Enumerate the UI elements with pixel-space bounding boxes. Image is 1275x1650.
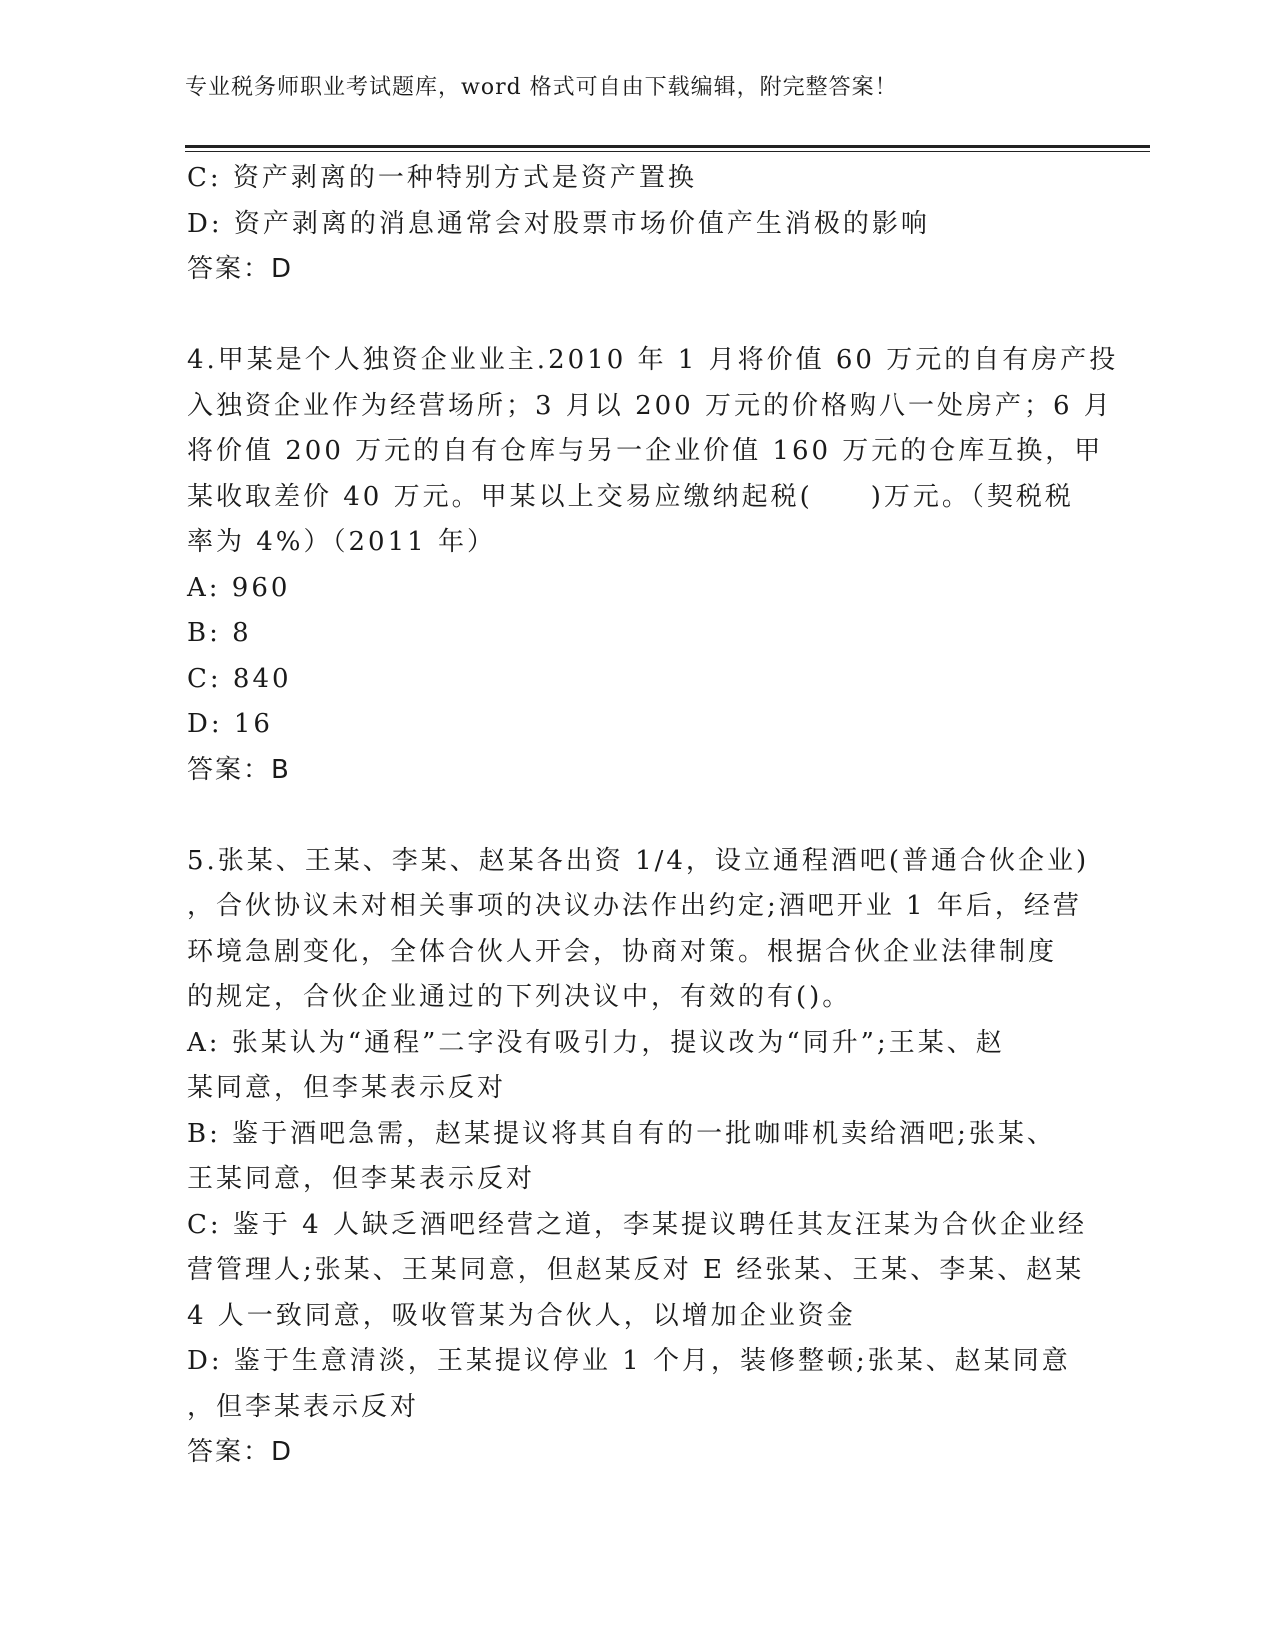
prev-answer: 答案：D <box>187 254 294 284</box>
spacer <box>187 293 1077 339</box>
spacer <box>187 793 1077 839</box>
q5-option-c-line-2: 营管理人;张某、王某同意，但赵某反对 E 经张某、王某、李某、赵某 <box>187 1255 1085 1285</box>
q5-option-a-line-2: 某同意，但李某表示反对 <box>187 1073 507 1103</box>
q4-stem-line-5: 率为 4%）（2011 年） <box>187 527 496 557</box>
q5-option-b-line-2: 王某同意，但李某表示反对 <box>187 1164 536 1194</box>
header-rule-thick <box>185 145 1150 148</box>
header-rule-thin <box>185 151 1150 152</box>
q4-option-b: B: 8 <box>187 618 252 648</box>
document-body <box>187 156 1119 1476</box>
q5-option-b-line-1: B: 鉴于酒吧急需，赵某提议将其自有的一批咖啡机卖给酒吧;张某、 <box>187 1118 1056 1149</box>
q5-answer: 答案：D <box>187 1437 294 1467</box>
q4-stem-line-4: 某收取差价 40 万元。甲某以上交易应缴纳起税( )万元。（契税税 <box>187 481 1074 512</box>
q5-stem-line-3: 环境急剧变化，全体合伙人开会，协商对策。根据合伙企业法律制度 <box>187 936 1058 967</box>
q5-option-c-line-3: 4 人一致同意，吸收管某为合伙人，以增加企业资金 <box>187 1300 856 1331</box>
q4-option-d: D: 16 <box>187 709 273 739</box>
q4-stem-line-2: 入独资企业作为经营场所；3 月以 200 万元的价格购八一处房产；6 月 <box>187 390 1113 421</box>
q5-option-a-line-1: A: 张某认为“通程”二字没有吸引力，提议改为“同升”;王某、赵 <box>187 1027 1005 1058</box>
q5-stem-line-4: 的规定，合伙企业通过的下列决议中，有效的有()。 <box>187 982 852 1012</box>
q5-option-d-line-2: ，但李某表示反对 <box>187 1391 420 1422</box>
page-header: 专业税务师职业考试题库，word 格式可自由下载编辑，附完整答案！ <box>185 75 898 100</box>
q5-stem-line-1: 5.张某、王某、李某、赵某各出资 1/4，设立通程酒吧(普通合伙企业) <box>187 845 1090 876</box>
q5-option-c-line-1: C: 鉴于 4 人缺乏酒吧经营之道，李某提议聘任其友汪某为合伙企业经 <box>187 1209 1087 1240</box>
q4-answer: 答案：B <box>187 754 291 785</box>
q4-stem-line-3: 将价值 200 万元的自有仓库与另一企业价值 160 万元的仓库互换，甲 <box>187 436 1104 466</box>
q4-option-c: C: 840 <box>187 663 292 694</box>
q4-option-a: A: 960 <box>187 572 291 603</box>
q4-stem-line-1: 4.甲某是个人独资企业业主.2010 年 1 月将价值 60 万元的自有房产投 <box>187 345 1119 375</box>
q5-option-d-line-1: D: 鉴于生意清淡，王某提议停业 1 个月，装修整顿;张某、赵某同意 <box>187 1346 1071 1376</box>
q5-stem-line-2: ，合伙协议未对相关事项的决议办法作出约定;酒吧开业 1 年后，经营 <box>187 891 1082 921</box>
prev-option-c: C: 资产剥离的一种特别方式是资产置换 <box>187 163 697 193</box>
prev-option-d: D: 资产剥离的消息通常会对股票市场价值产生消极的影响 <box>187 208 930 239</box>
